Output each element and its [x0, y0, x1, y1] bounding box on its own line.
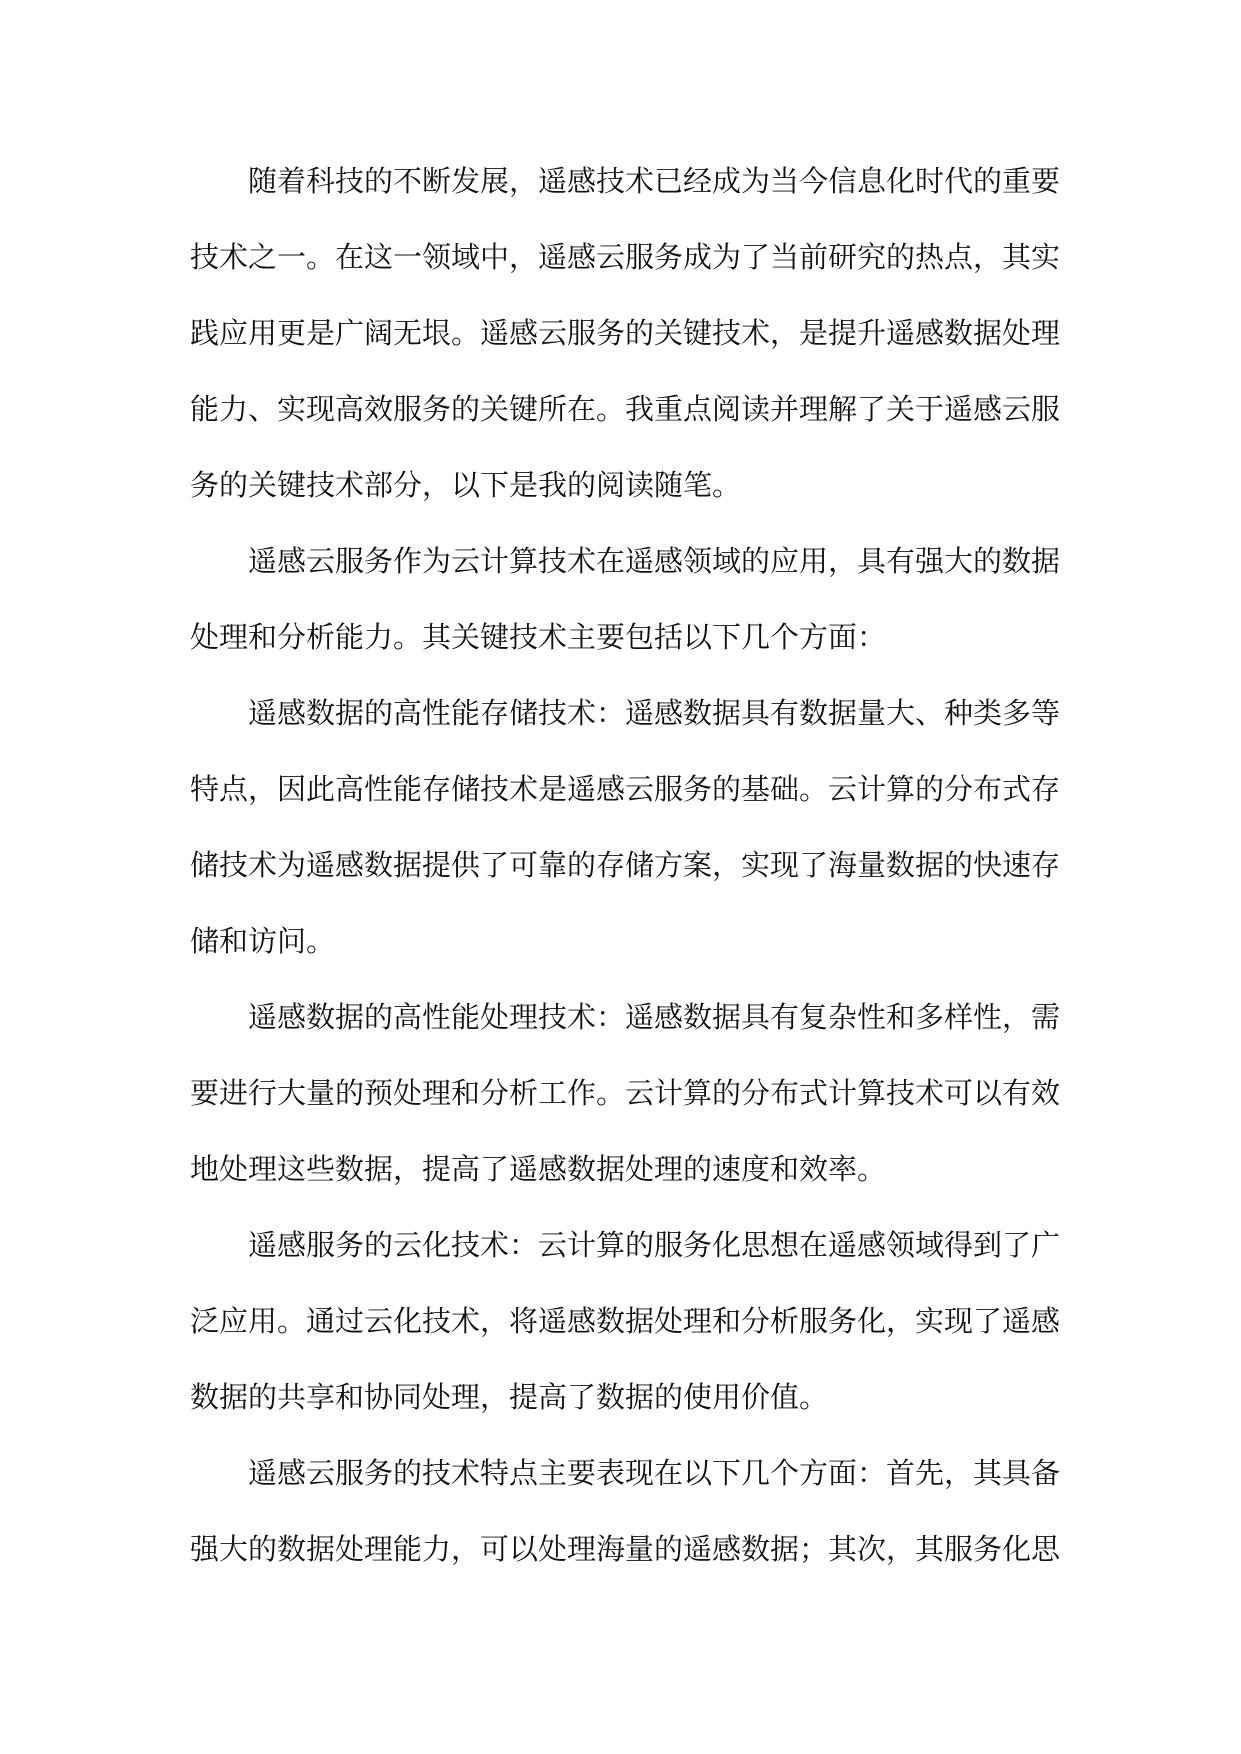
paragraph-storage: 遥感数据的高性能存储技术：遥感数据具有数据量大、种类多等特点，因此高性能存储技术是遥感云服务的基础。云计算的分布式存储技术为遥感数据提供了可靠的存储方案，实现了海量数据的快速存储和访问。 [190, 696, 1061, 958]
paragraph-intro: 随着科技的不断发展，遥感技术已经成为当今信息化时代的重要技术之一。在这一领域中，遥感云服务成为了当前研究的热点，其实践应用更是广阔无垠。遥感云服务的关键技术，是提升遥感数据处理能力、实现高效服务的关键所在。我重点阅读并理解了关于遥感云服务的关键技术部分，以下是我的阅读随笔。 [190, 164, 1061, 502]
document-body [190, 143, 1060, 1587]
paragraph-features: 遥感云服务的技术特点主要表现在以下几个方面：首先，其具备强大的数据处理能力，可以处理海量的遥感数据；其次，其服务化思 [190, 1456, 1061, 1566]
paragraph-cloudification: 遥感服务的云化技术：云计算的服务化思想在遥感领域得到了广泛应用。通过云化技术，将遥感数据处理和分析服务化，实现了遥感数据的共享和协同处理，提高了数据的使用价值。 [190, 1228, 1061, 1414]
paragraph-processing: 遥感数据的高性能处理技术：遥感数据具有复杂性和多样性，需要进行大量的预处理和分析工作。云计算的分布式计算技术可以有效地处理这些数据，提高了遥感数据处理的速度和效率。 [190, 1000, 1061, 1186]
paragraph-overview: 遥感云服务作为云计算技术在遥感领域的应用，具有强大的数据处理和分析能力。其关键技术主要包括以下几个方面： [190, 544, 1061, 654]
